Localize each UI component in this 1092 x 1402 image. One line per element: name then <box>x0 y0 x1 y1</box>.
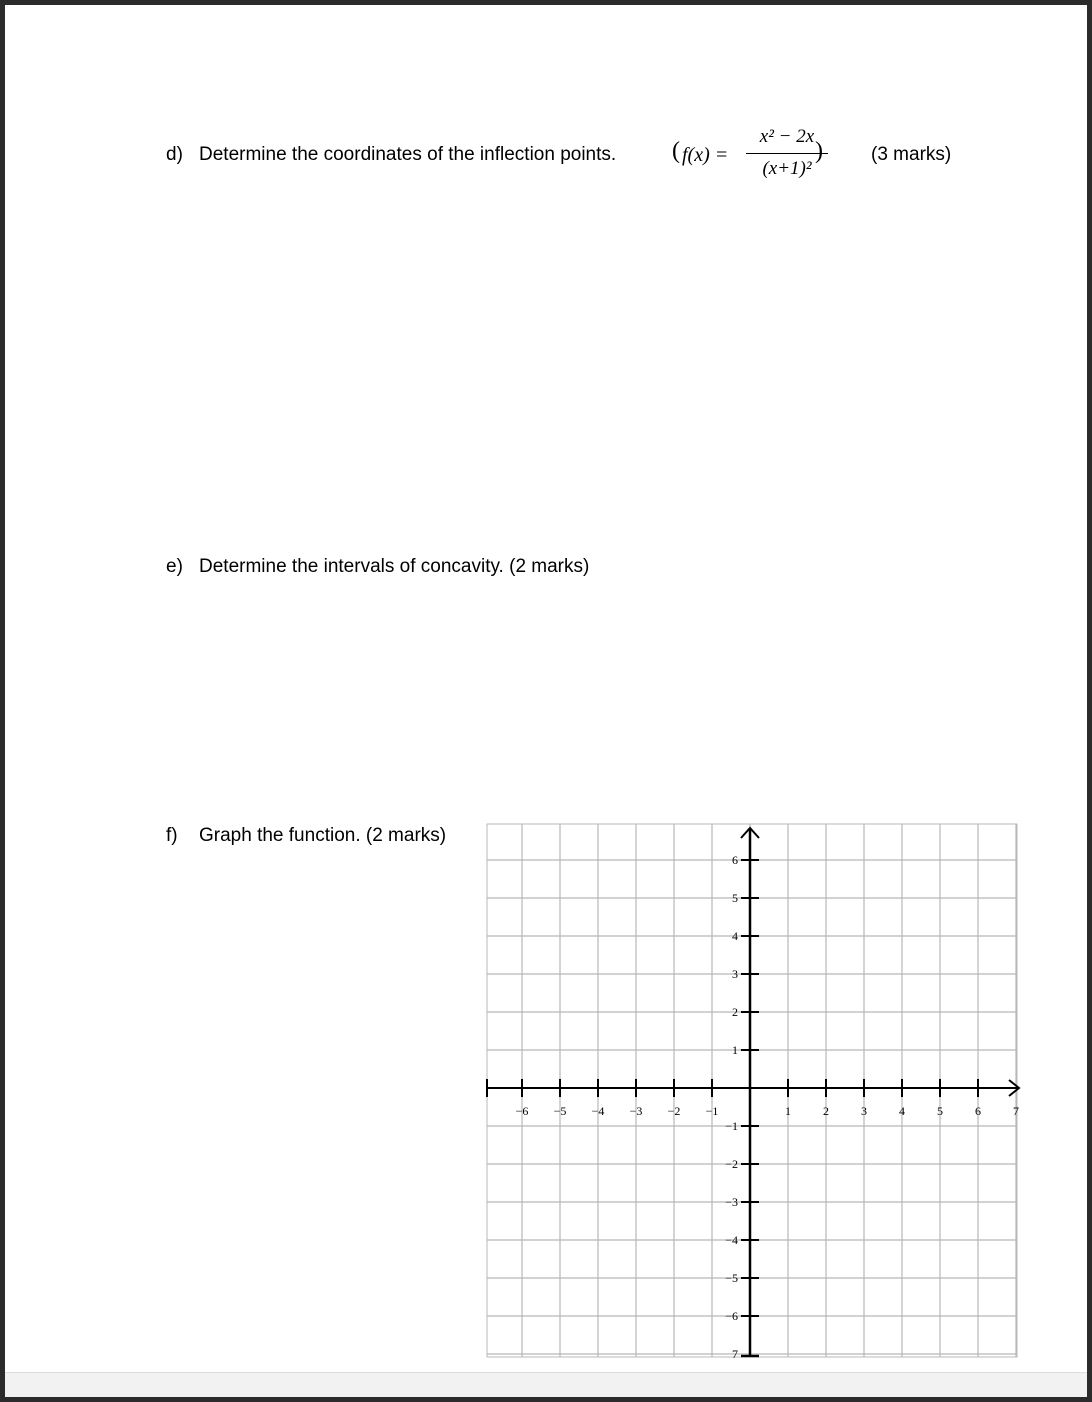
worksheet-page <box>5 5 1087 1397</box>
x-tick-label: 1 <box>785 1104 791 1118</box>
question-f-text: Graph the function. (2 marks) <box>199 825 447 846</box>
y-tick-label: 6 <box>732 853 738 867</box>
y-tick-label: 2 <box>732 1005 738 1019</box>
bottom-strip <box>5 1372 1087 1397</box>
y-tick-label: −2 <box>725 1157 738 1171</box>
formula-lhs: f(x) = <box>682 144 729 166</box>
formula-numerator: x² − 2x <box>759 126 815 147</box>
y-tick-label: 3 <box>732 967 738 981</box>
formula-denominator: (x+1)² <box>762 158 812 179</box>
x-tick-label: −5 <box>553 1104 567 1118</box>
y-tick-label: 5 <box>732 891 738 905</box>
x-tick-label: −6 <box>515 1104 529 1118</box>
y-tick-label: −1 <box>725 1119 738 1133</box>
x-tick-label: 5 <box>937 1104 943 1118</box>
question-d-marks: (3 marks) <box>871 144 952 165</box>
y-tick-label: 7 <box>732 1347 738 1361</box>
x-tick-label: 3 <box>861 1104 867 1118</box>
x-tick-label: 4 <box>899 1104 905 1118</box>
x-tick-label: −3 <box>629 1104 643 1118</box>
formula-open-paren: ( <box>672 138 680 164</box>
question-d-label: d) <box>166 144 183 165</box>
x-tick-label: −2 <box>667 1104 681 1118</box>
question-e-label: e) <box>166 556 183 577</box>
x-tick-label: 6 <box>975 1104 981 1118</box>
y-tick-label: 4 <box>732 929 738 943</box>
formula-close-paren: ) <box>815 138 823 164</box>
y-tick-label: −4 <box>725 1233 738 1247</box>
coordinate-grid-chart <box>5 5 1087 1397</box>
y-tick-label: −3 <box>725 1195 738 1209</box>
question-e-text: Determine the intervals of concavity. (2 marks) <box>199 556 590 577</box>
x-tick-label: 2 <box>823 1104 829 1118</box>
question-d-text: Determine the coordinates of the inflection points. <box>199 144 617 165</box>
x-tick-label: −1 <box>705 1104 719 1118</box>
x-tick-label: 7 <box>1013 1104 1019 1118</box>
y-tick-label: −5 <box>725 1271 738 1285</box>
y-tick-label: 1 <box>732 1043 738 1057</box>
x-tick-label: −4 <box>591 1104 605 1118</box>
y-tick-label: −6 <box>725 1309 738 1323</box>
question-f-label: f) <box>166 825 178 846</box>
